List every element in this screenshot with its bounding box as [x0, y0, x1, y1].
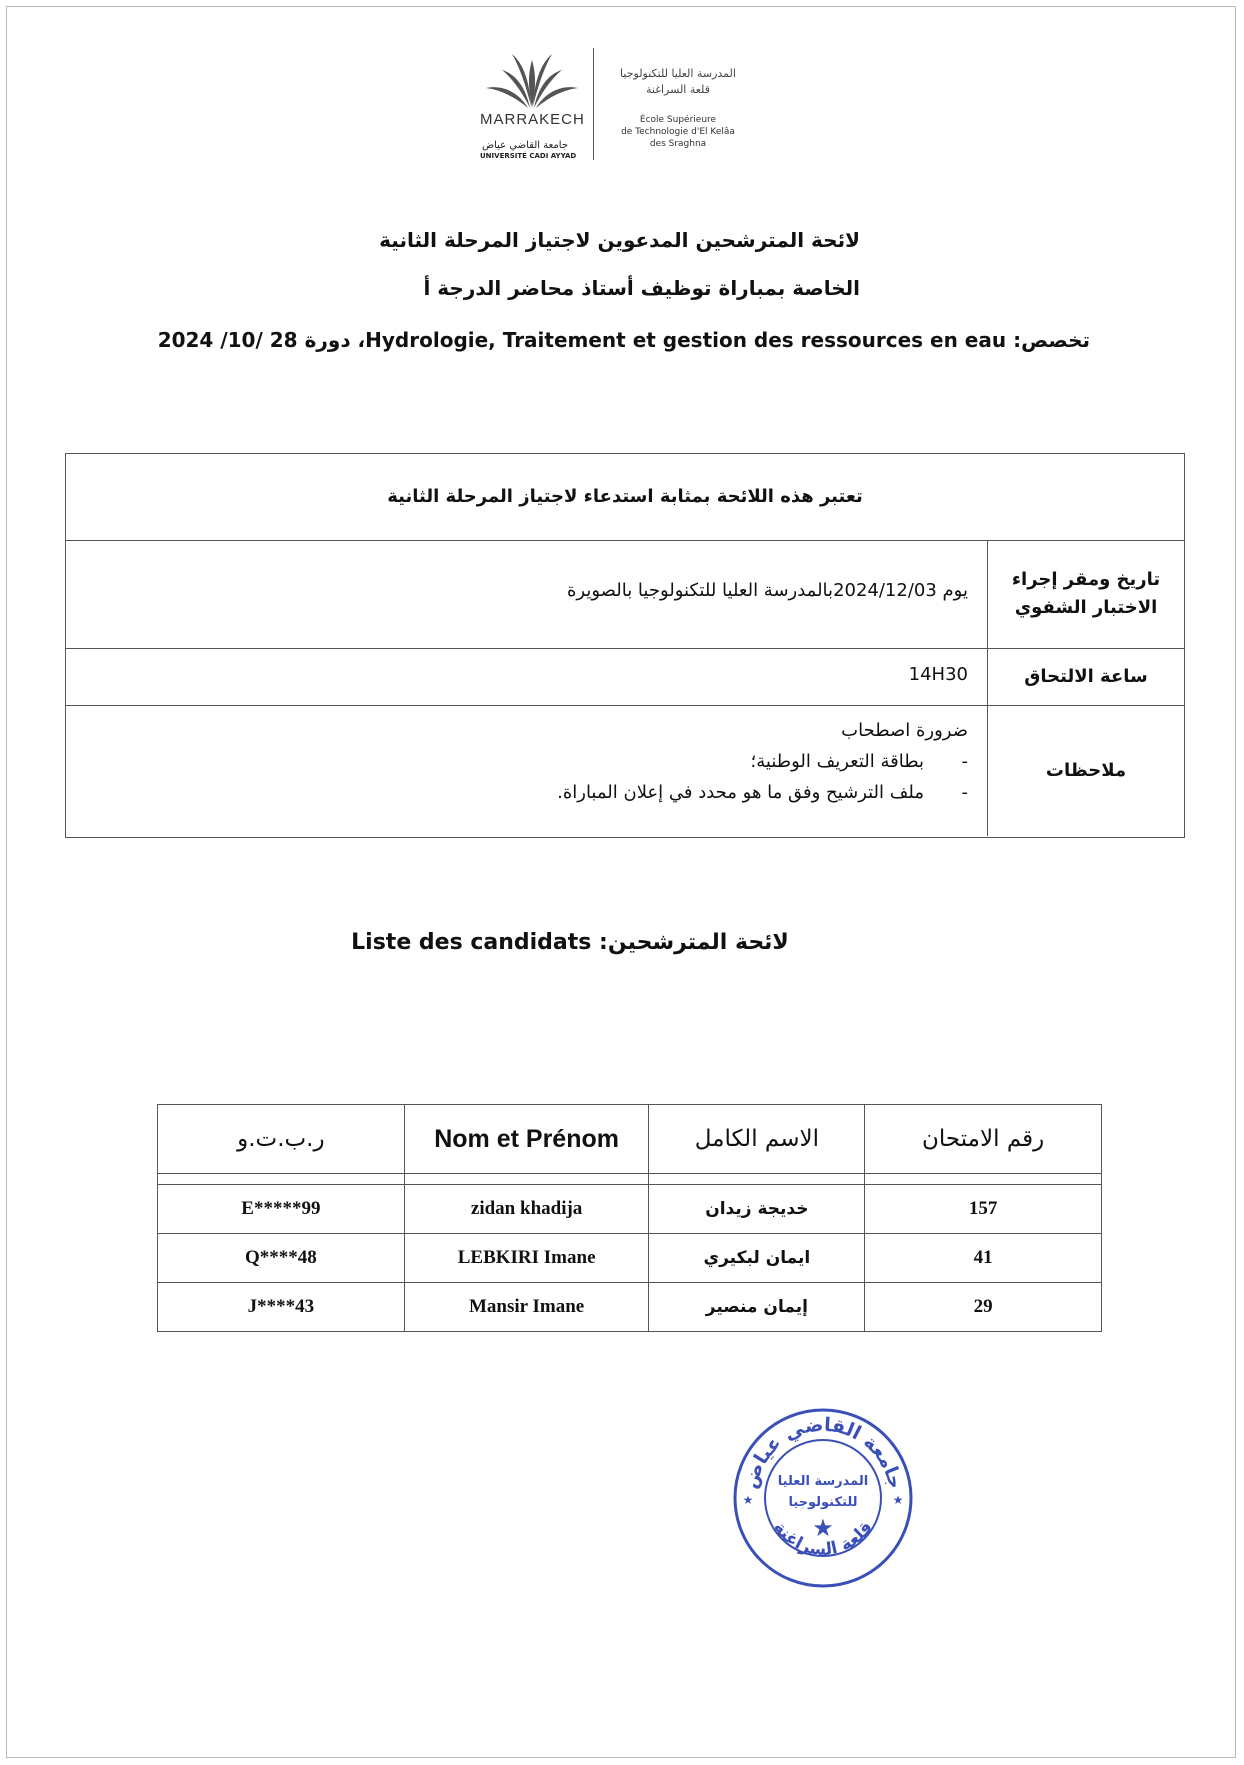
info-time-value: 14H30	[908, 664, 968, 685]
info-row-time	[66, 648, 1184, 706]
logo-school-fr-line3: des Sraghna	[649, 139, 707, 149]
info-row-notes	[66, 705, 1184, 836]
cell-name-fr: LEBKIRI Imane	[404, 1234, 649, 1283]
header-exam-number: رقم الامتحان	[865, 1105, 1102, 1174]
palm-emblem-icon	[482, 48, 582, 110]
logo-university-ar: جامعة القاضي عياض	[482, 140, 569, 151]
cell-id: E*****99	[158, 1185, 405, 1234]
cell-name-fr: zidan khadija	[404, 1185, 649, 1234]
official-stamp	[728, 1403, 918, 1593]
doc-title-line1: لائحة المترشحين المدعوين لاجتياز المرحلة الثانية	[379, 228, 860, 252]
info-table	[65, 453, 1185, 838]
logo-city: MARRAKECH	[480, 111, 585, 128]
cell-exam-number: 157	[865, 1185, 1102, 1234]
svg-text:★: ★	[892, 1493, 904, 1507]
info-heading: تعتبر هذه اللائحة بمثابة استدعاء لاجتياز المرحلة الثانية	[66, 454, 1184, 541]
candidates-list-heading: لائحة المترشحين: Liste des candidats	[351, 930, 789, 955]
cell-name-ar: إيمان منصير	[649, 1283, 865, 1332]
notes-item-text: ملف الترشيح وفق ما هو محدد في إعلان المباراة.	[557, 782, 924, 803]
page-border	[6, 6, 1236, 1758]
institution-logo	[470, 48, 770, 168]
cell-id: Q****48	[158, 1234, 405, 1283]
info-notes-label: ملاحظات	[987, 705, 1184, 836]
doc-title-specialty: تخصص: Hydrologie, Traitement et gestion des ressources en eau، دورة 28 /10/ 2024	[157, 328, 1090, 352]
notes-item-text: بطاقة التعريف الوطنية؛	[750, 751, 924, 772]
cell-exam-number: 41	[865, 1234, 1102, 1283]
logo-school-ar	[598, 66, 758, 98]
table-row	[158, 1185, 1102, 1234]
notes-bullet: -	[961, 782, 968, 803]
notes-bullet: -	[961, 751, 968, 772]
info-time-label: ساعة الالتحاق	[987, 648, 1184, 705]
cell-exam-number: 29	[865, 1283, 1102, 1332]
table-spacer	[158, 1174, 1102, 1185]
svg-text:★: ★	[812, 1514, 834, 1542]
info-date-label: تاريخ ومقر إجراء الاختبار الشفوي	[987, 540, 1184, 648]
table-header-row	[158, 1105, 1102, 1174]
cell-name-ar: ايمان لبكيري	[649, 1234, 865, 1283]
cell-name-fr: Mansir Imane	[404, 1283, 649, 1332]
header-name-ar: الاسم الكامل	[649, 1105, 865, 1174]
svg-text:للتكنولوجيا: للتكنولوجيا	[788, 1495, 858, 1510]
logo-school-fr	[598, 114, 758, 150]
doc-title-line2: الخاصة بمباراة توظيف أستاذ محاضر الدرجة أ	[423, 276, 860, 300]
logo-school-ar-line1: المدرسة العليا للتكنولوجيا	[620, 67, 736, 80]
svg-text:★: ★	[742, 1493, 754, 1507]
notes-intro: ضرورة اصطحاب	[841, 720, 968, 741]
notes-item	[66, 746, 968, 777]
logo-school-ar-line2: قلعة السراغنة	[646, 83, 710, 96]
stamp-seal-icon	[728, 1403, 918, 1593]
svg-text:المدرسة العليا: المدرسة العليا	[777, 1474, 869, 1489]
header-name-fr: Nom et Prénom	[404, 1105, 649, 1174]
svg-text:قلعة السراغنة: قلعة السراغنة	[769, 1517, 877, 1561]
logo-divider	[593, 48, 594, 160]
info-row-date	[66, 540, 1184, 649]
table-row	[158, 1234, 1102, 1283]
notes-item	[66, 777, 968, 808]
info-date-value: يوم 2024/12/03بالمدرسة العليا للتكنولوجيا بالصويرة	[566, 580, 968, 601]
logo-school-fr-line2: de Technologie d'El Kelâa	[621, 127, 735, 137]
candidates-table	[157, 1104, 1102, 1332]
info-notes-value	[66, 705, 980, 836]
cell-name-ar: خديجة زيدان	[649, 1185, 865, 1234]
logo-school-fr-line1: École Supérieure	[639, 115, 717, 125]
table-row	[158, 1283, 1102, 1332]
cell-id: J****43	[158, 1283, 405, 1332]
logo-university-fr: UNIVERSITÉ CADI AYYAD	[480, 152, 577, 160]
svg-text:جامعة القاضي عياض: جامعة القاضي عياض	[739, 1413, 907, 1492]
header-id: ر.ب.ت.و	[158, 1105, 405, 1174]
